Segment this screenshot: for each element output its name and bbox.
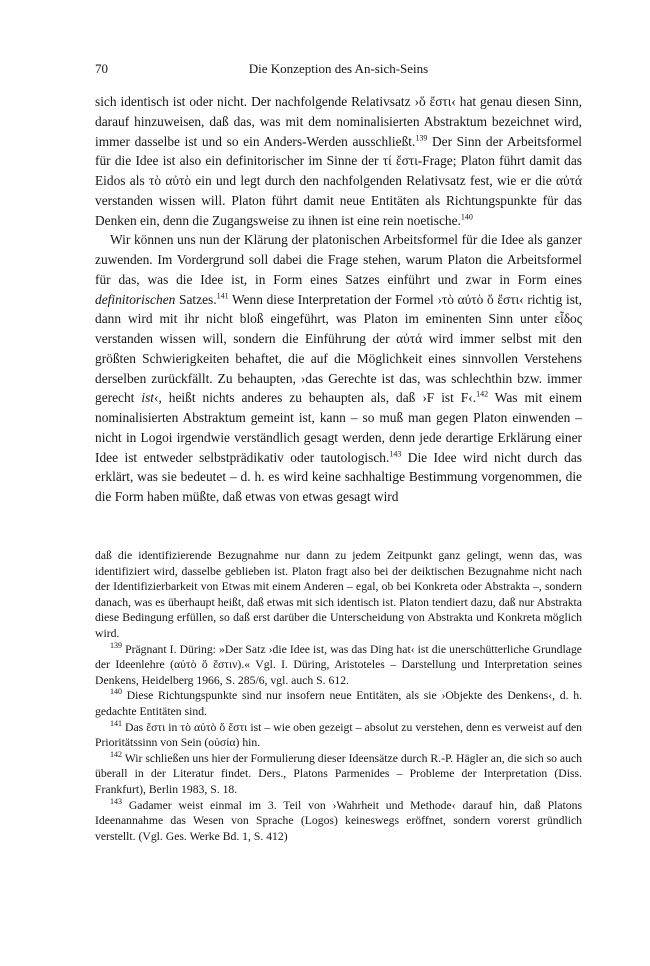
footnote <box>95 688 582 719</box>
footnote-text: Das ἔστι in τὸ αὐτὸ ὅ ἔστι ist – wie oben gezeigt – absolut zu verstehen, denn es verweist auf den Prioritätssinn von Sein (οὐσία) hin. <box>95 720 582 750</box>
text-run: Wenn diese Interpretation der Formel ›τὸ αὐτὸ ὅ ἔστι‹ richtig ist, dann wird mit ihr nicht bloß eingeführt, was Platon im eminenten Sinn unter εἶδος verstanden wissen will, sondern die Einführung der αὐτά wird immer selbst mit den größten Schwierigkeiten behaftet, die auf die Möglichkeit eines sinnvollen Verstehens derselben zurückfällt. Zu behaupten, ›das Gerechte ist das, was schlechthin bzw. immer gerecht <box>95 291 582 406</box>
footnote-ref: 140 <box>460 212 473 222</box>
footnote <box>95 720 582 751</box>
footnote <box>95 642 582 689</box>
text-run: Der Sinn der Arbeitsformel für die Idee ist also ein definitorischer im Sinne der τί ἔστι-Frage; Platon führt damit das Eidos als τὸ αὐτὸ ein und legt durch den nachfolgenden Relativsatz fest, wie er die αὐτά verstanden wissen will. Platon führt damit neue Entitäten als Richtungspunkte für das Denken ein, denn die Zugangsweise zu ihnen ist eine rein noetische. <box>95 133 582 228</box>
running-title: Die Konzeption des An-sich-Seins <box>248 61 429 76</box>
footnote-number: 140 <box>110 687 122 697</box>
footnote <box>95 798 582 845</box>
paragraph-1 <box>95 92 582 230</box>
footnote-number: 141 <box>110 718 122 728</box>
footnote-number: 139 <box>110 640 122 650</box>
text-run: Was mit einem nominalisierten Abstraktum gemeint ist, kann – so muß man gegen Platon einwenden – nicht in Logoi irgendwie verständlich gesagt werden, denn jede derartige Erklärung einer Idee ist entweder selbstprädikativ oder tautologisch. <box>95 390 582 465</box>
footnote-ref: 139 <box>415 133 428 143</box>
footnotes <box>95 548 582 844</box>
footnote-list <box>95 642 582 845</box>
text-run: Satzes. <box>175 291 217 307</box>
page-header <box>95 60 582 78</box>
emphasis: definitorischen <box>95 291 176 307</box>
emphasis: ist <box>141 390 155 406</box>
footnote-number: 142 <box>110 749 122 759</box>
footnote-ref: 142 <box>476 389 489 399</box>
footnote <box>95 751 582 798</box>
footnote-continuation: daß die identifizierende Bezugnahme nur dann zu jedem Zeitpunkt ganz gelingt, wenn das, was identifiziert wird, dasselbe geblieben ist. Platon fragt also bei der deiktischen Bezugnahme nicht nach der Identifizierbarkeit von Etwas mit einem Anderen – egal, ob bei Konkreta oder Abstrakta –, sondern danach, was es überhaupt heißt, daß etwas mit sich identisch ist. Platon tendiert dazu, daß nur Abstrakta diese Bedingung erfüllen, so daß erst darüber die Unterscheidung von Abstrakta und Konkreta möglich wird. <box>95 549 582 640</box>
footnote-number: 143 <box>110 796 122 806</box>
text-run: Die Idee wird nicht durch das erklärt, was sie bedeutet – d. h. es wird keine sachhaltige Bestimmung vorgenommen, die die Form haben müßte, daß etwas von etwas gesagt wird <box>95 449 583 504</box>
main-text <box>95 92 582 507</box>
paragraph-2 <box>95 230 582 507</box>
footnote-ref: 141 <box>216 291 229 301</box>
footnote-text: Gadamer weist einmal im 3. Teil von ›Wahrheit und Methode‹ darauf hin, daß Platons Ideenannahme das Wesen von Sprache (Logos) keineswegs eröffnet, sondern vorerst gründlich verstellt. (Vgl. Ges. Werke Bd. 1, S. 412) <box>95 798 582 843</box>
page-number: 70 <box>95 61 108 76</box>
footnote-text: Wir schließen uns hier der Formulierung dieser Ideensätze durch R.-P. Hägler an, die sich so auch überall in der Literatur findet. Ders., Platons Parmenides – Probleme der Interpretation (Diss. Frankfurt), Berlin 1983, S. 18. <box>95 751 582 796</box>
text-run: ‹, heißt nichts anderes zu behaupten als, daß ›F ist F‹. <box>154 390 477 406</box>
text-run: Wir können uns nun der Klärung der platonischen Arbeitsformel für die Idee als ganzer zuwenden. Im Vordergrund soll dabei die Frage stehen, warum Platon die Arbeitsformel für das, was die Idee ist, in Form eines Satzes einführt und zwar in Form eines <box>95 232 582 287</box>
footnote-ref: 143 <box>389 449 402 459</box>
footnote-text: Diese Richtungspunkte sind nur insofern neue Entitäten, als sie ›Objekte des Denkens‹, d. h. gedachte Entitäten sind. <box>95 689 582 718</box>
footnote-text: Prägnant I. Düring: »Der Satz ›die Idee ist, was das Ding hat‹ ist die unerschütterliche Grundlage der Ideenlehre (αὐτὸ ὅ ἔστιν).« Vgl. I. Düring, Aristoteles – Darstellung und Interpretation seines Denkens, Heidelberg 1966, S. 285/6, vgl. auch S. 612. <box>95 642 582 687</box>
text-run: sich identisch ist oder nicht. Der nachfolgende Relativsatz ›ὅ ἔστι‹ hat genau diesen Sinn, darauf hinzuweisen, daß das, was mit dem nominalisierten Abstraktum bezeichnet wird, immer dasselbe ist und so ein Anders-Werden ausschließt. <box>95 94 582 149</box>
